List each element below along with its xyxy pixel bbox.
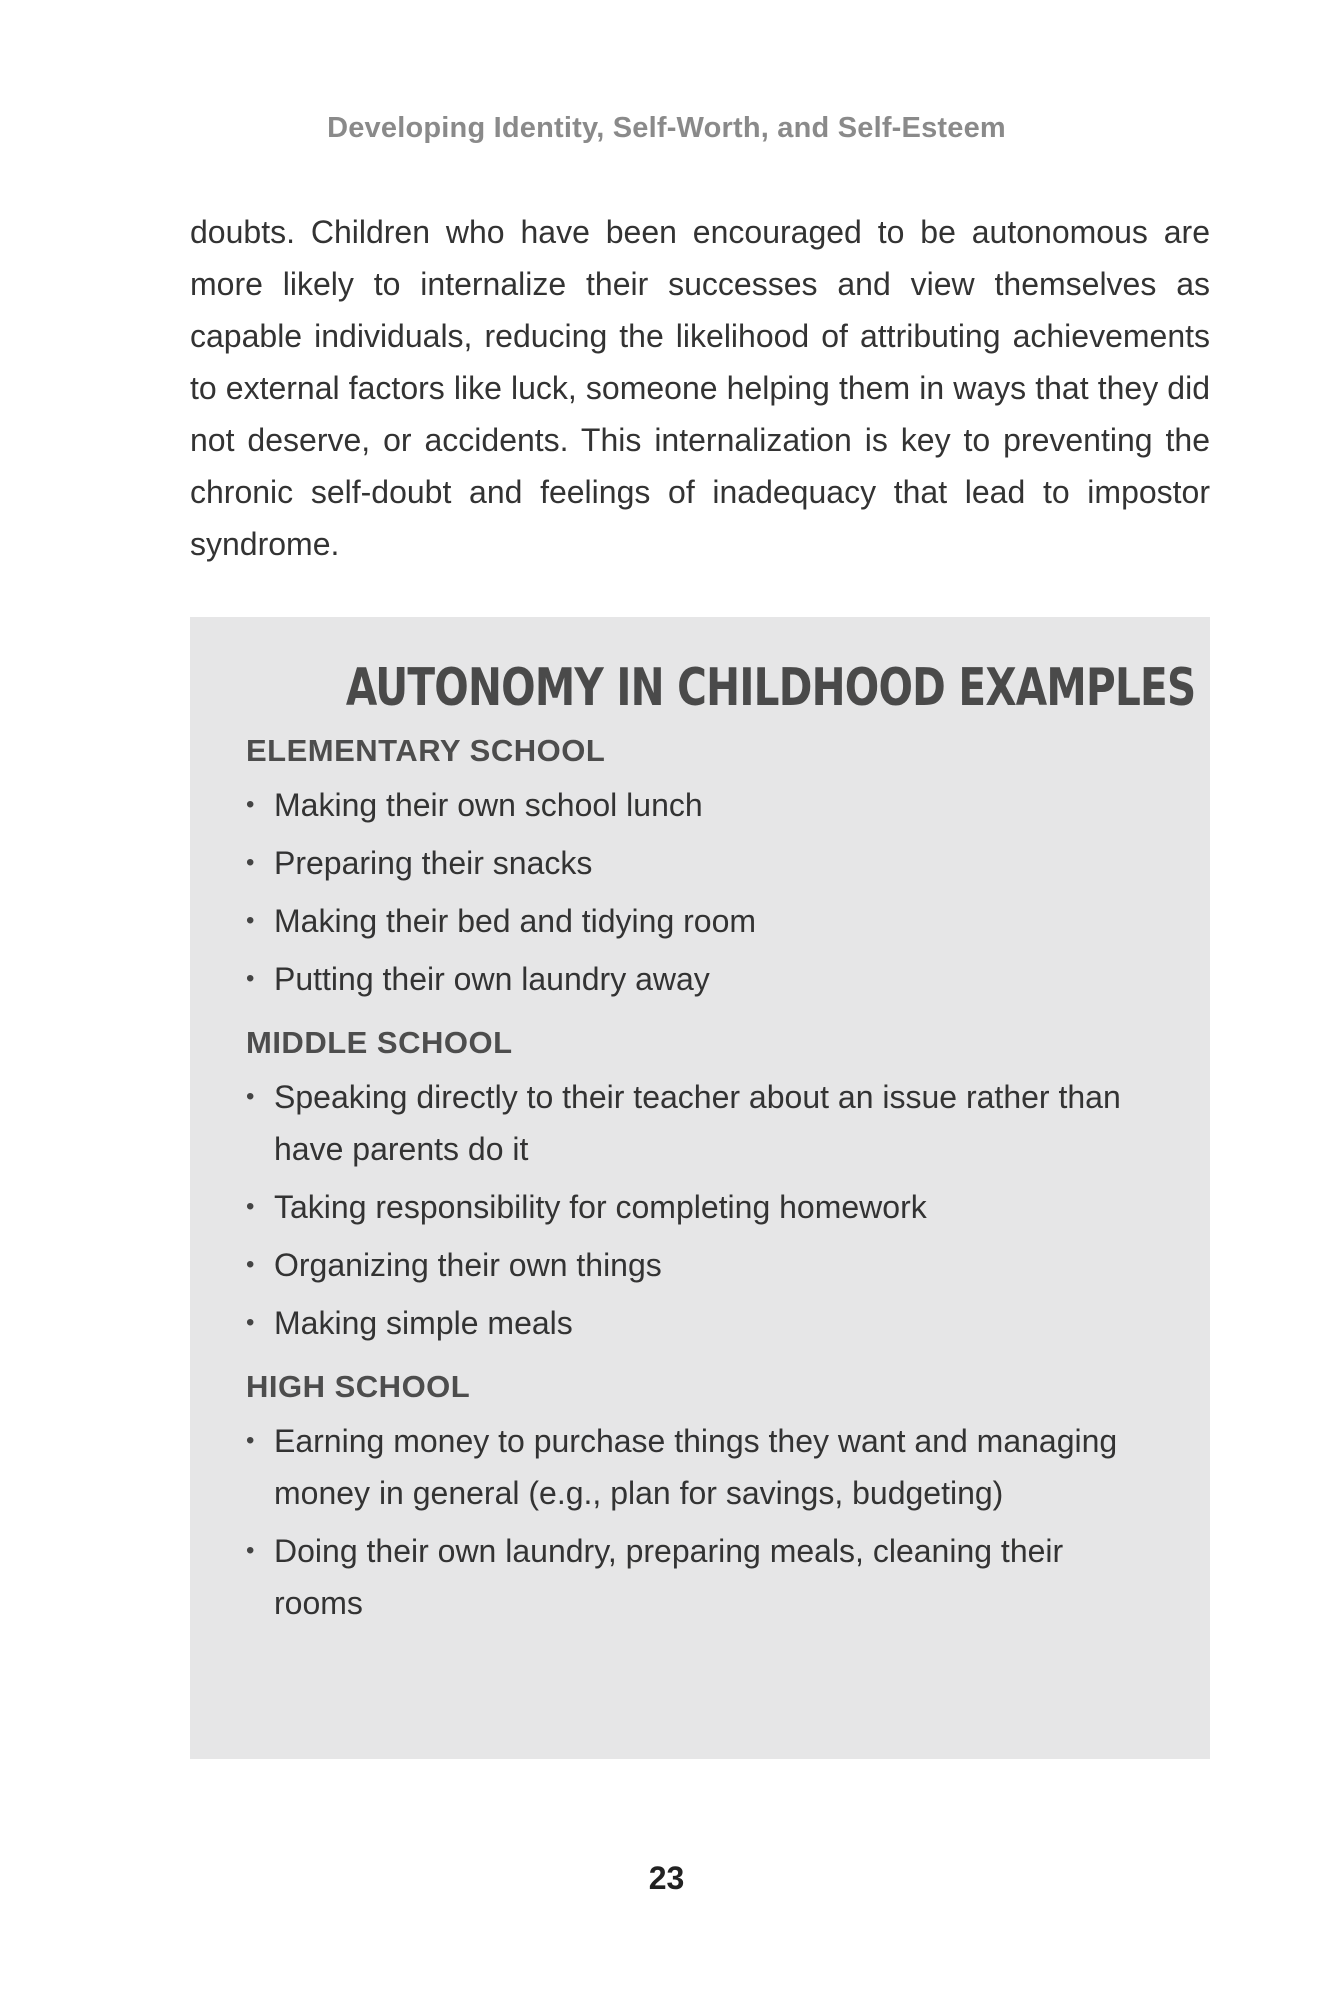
item-list [246,779,1154,1005]
item-list [246,1415,1154,1629]
list-item [246,1181,1154,1233]
list-item-text: Putting their own laundry away [274,961,710,997]
list-item-text: Making their bed and tidying room [274,903,757,939]
section-high [246,1367,1154,1629]
list-item-text: Speaking directly to their teacher about an issue rather than have parents do it [274,1079,1121,1167]
bullet-icon: • [246,965,255,992]
list-item-text: Making simple meals [274,1305,573,1341]
bullet-icon: • [246,791,255,818]
bullet-icon: • [246,1251,255,1278]
item-list [246,1071,1154,1349]
body-paragraph: doubts. Children who have been encouraged to be autonomous are more likely to internalize their successes and view themselves as capable individuals, reducing the likelihood of attributing achievements to external factors like luck, someone helping them in ways that they did not deserve, or accidents. This internalization is key to preventing the chronic self-doubt and feelings of inadequacy that lead to impostor syndrome. [190,214,1210,562]
section-heading: HIGH SCHOOL [246,1369,471,1404]
bullet-icon: • [246,1309,255,1336]
running-head: Developing Identity, Self-Worth, and Self-Esteem [327,112,1006,144]
bullet-icon: • [246,1427,255,1454]
section-middle [246,1023,1154,1349]
bullet-icon: • [246,1537,255,1564]
sidebar-title: AUTONOMY IN CHILDHOOD EXAMPLES [345,658,1196,718]
list-item [246,779,1154,831]
bullet-icon: • [246,907,255,934]
section-heading: ELEMENTARY SCHOOL [246,733,606,768]
list-item-text: Doing their own laundry, preparing meals, cleaning their rooms [274,1533,1064,1621]
list-item [246,1415,1154,1519]
list-item-text: Making their own school lunch [274,787,703,823]
bullet-icon: • [246,849,255,876]
list-item-text: Earning money to purchase things they want and managing money in general (e.g., plan for savings, budgeting) [274,1423,1118,1511]
sidebar-box [190,617,1210,1759]
list-item [246,1297,1154,1349]
list-item [246,1525,1154,1629]
page-number: 23 [648,1860,685,1896]
bullet-icon: • [246,1083,255,1110]
list-item [246,837,1154,889]
bullet-icon: • [246,1193,255,1220]
list-item [246,1239,1154,1291]
list-item [246,1071,1154,1175]
list-item-text: Organizing their own things [274,1247,662,1283]
section-elementary [246,731,1154,1005]
list-item [246,953,1154,1005]
section-heading: MIDDLE SCHOOL [246,1025,513,1060]
list-item-text: Taking responsibility for completing homework [274,1189,927,1225]
list-item-text: Preparing their snacks [274,845,593,881]
list-item [246,895,1154,947]
